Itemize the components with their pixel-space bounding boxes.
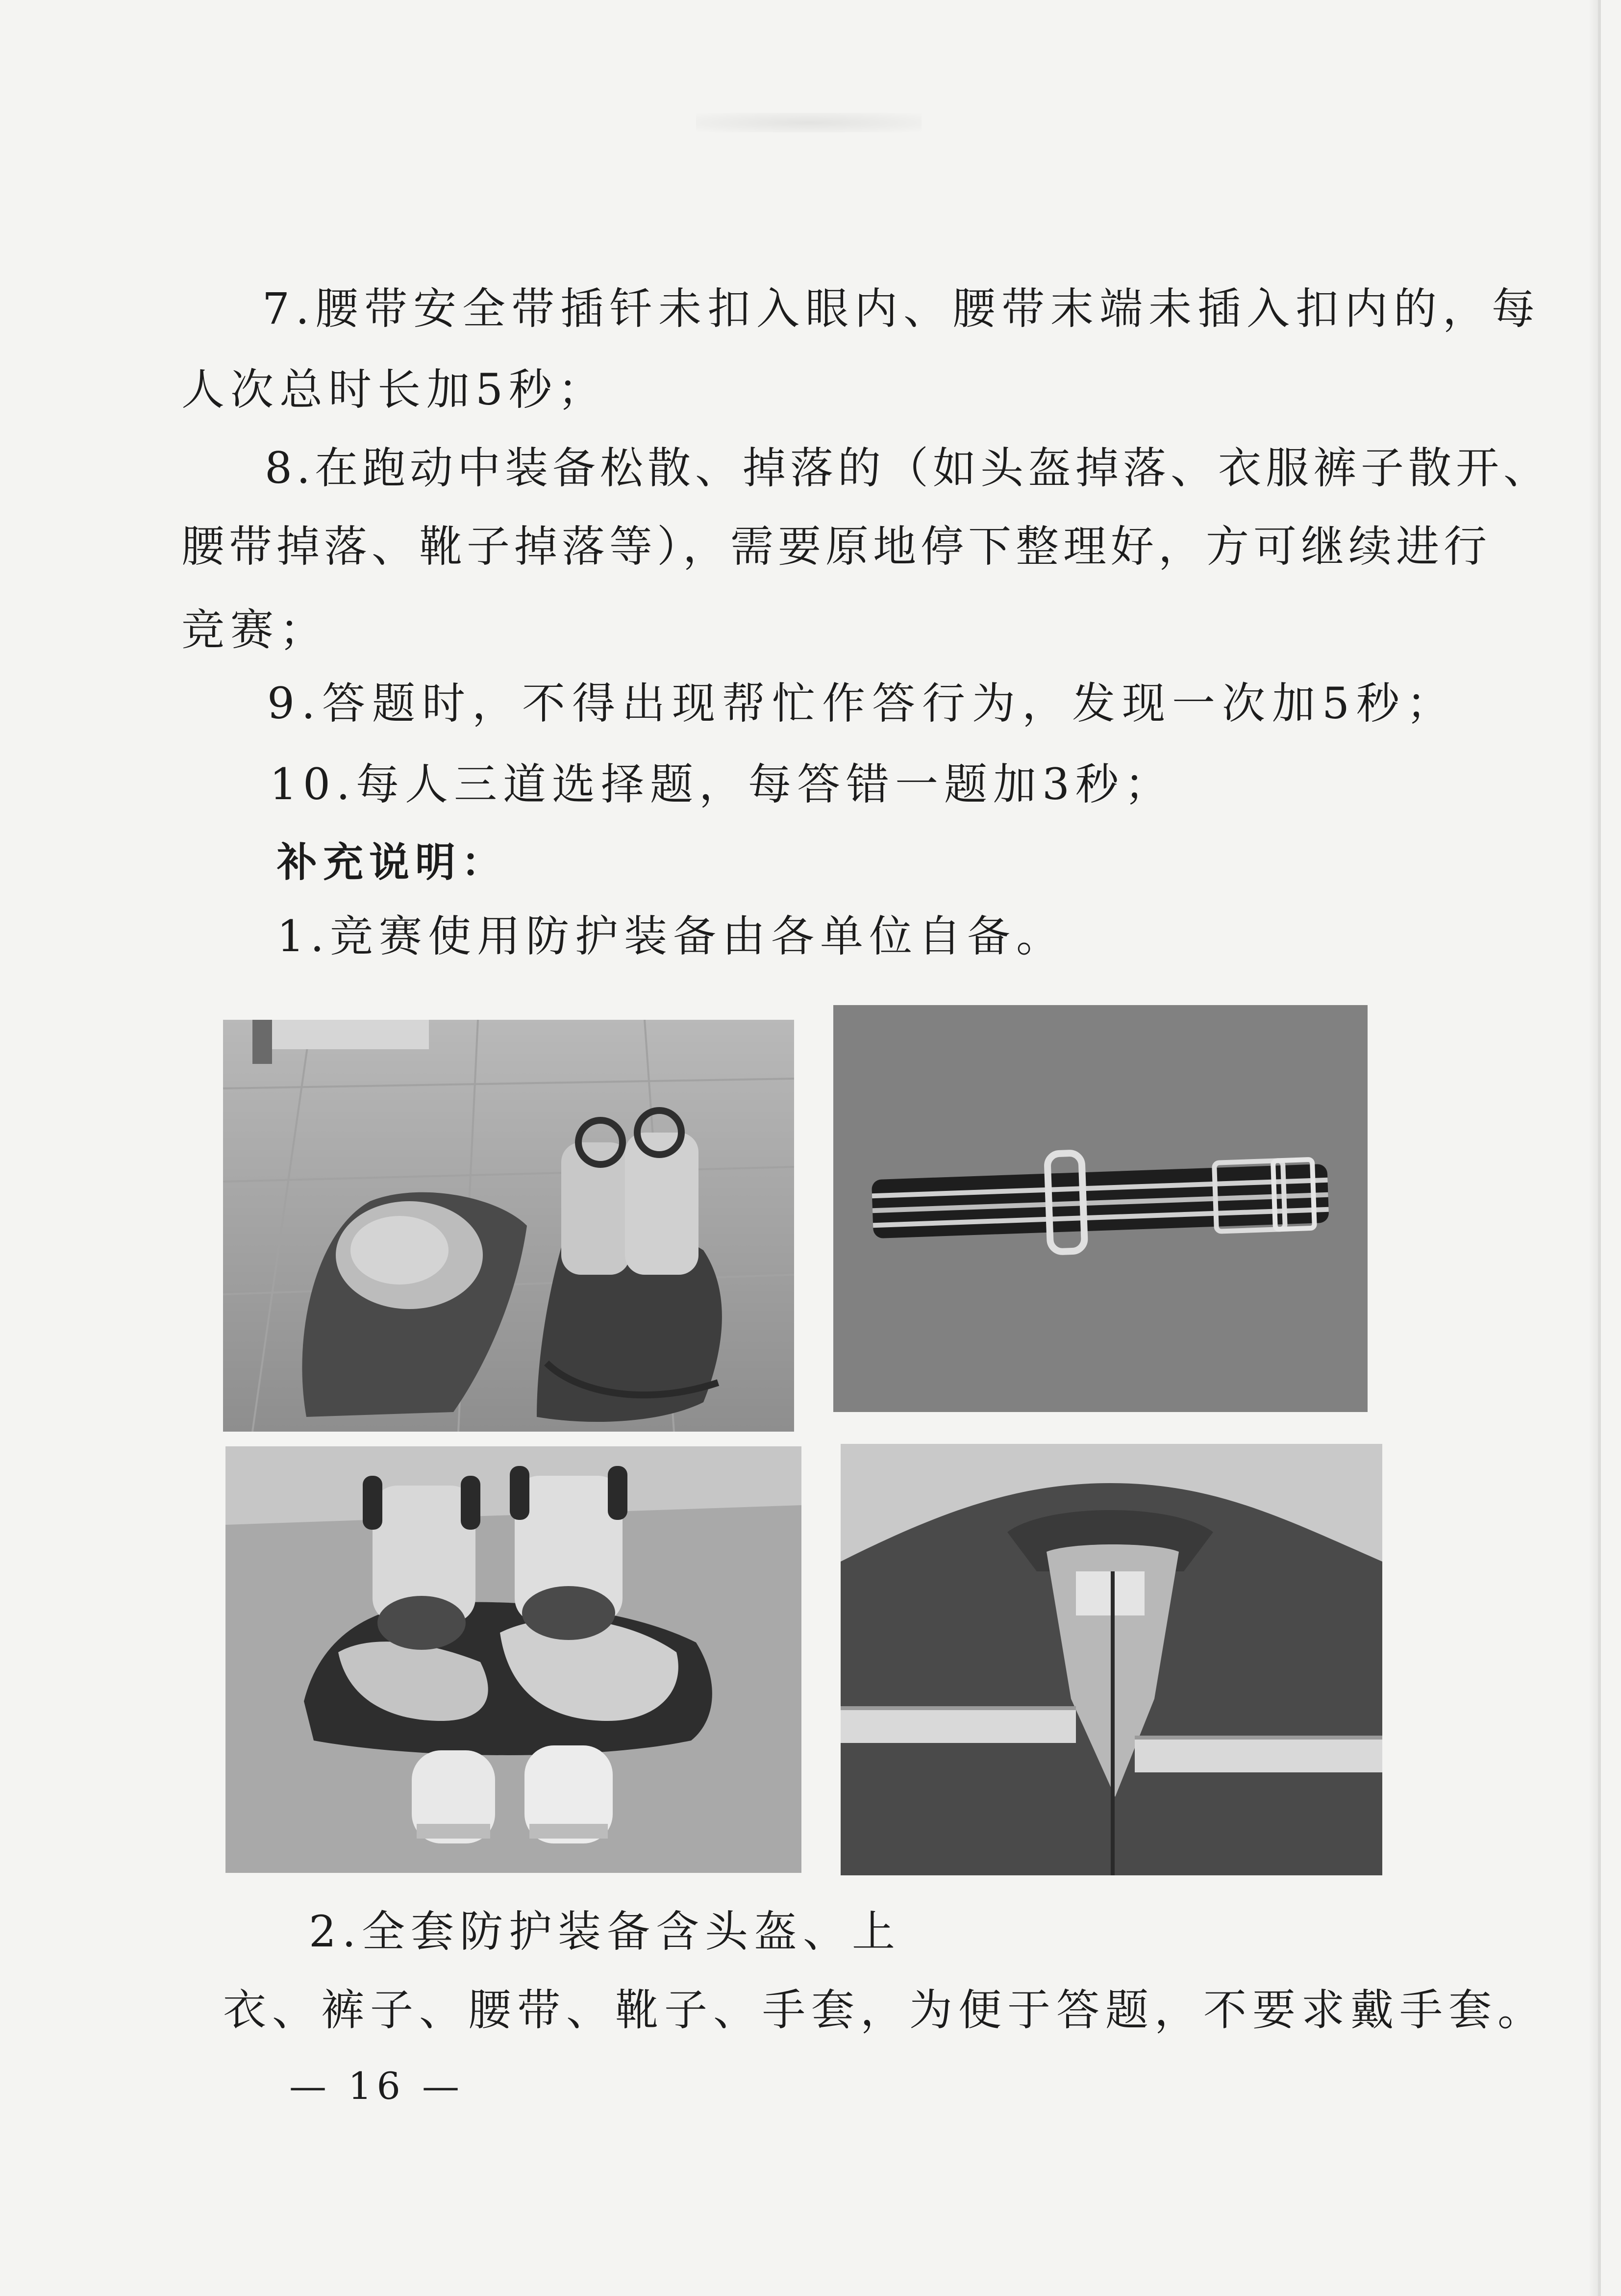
jacket-illustration bbox=[841, 1444, 1382, 1875]
supplement-heading: 补充说明： bbox=[277, 839, 508, 886]
rule-7-line-1: 7.腰带安全带插钎未扣入眼内、腰带末端未插入扣内的，每 bbox=[262, 283, 1541, 334]
photo-jacket bbox=[841, 1444, 1382, 1875]
photo-boots bbox=[225, 1446, 801, 1873]
supplement-2-line-1: 2.全套防护装备含头盔、上 bbox=[309, 1906, 901, 1957]
rule-9: 9.答题时，不得出现帮忙作答行为，发现一次加5秒； bbox=[267, 678, 1456, 729]
photo-gear-on-floor bbox=[223, 1020, 794, 1432]
rule-10: 10.每人三道选择题，每答错一题加3秒； bbox=[270, 759, 1173, 809]
rule-7-line-2: 人次总时长加5秒； bbox=[181, 364, 607, 415]
photo-safety-belt bbox=[833, 1005, 1368, 1412]
page-number: — 16 — bbox=[289, 2064, 465, 2108]
boots-illustration bbox=[225, 1446, 801, 1873]
rule-8-line-2: 腰带掉落、靴子掉落等），需要原地停下整理好，方可继续进行 bbox=[181, 521, 1492, 572]
supplement-2-line-2: 衣、裤子、腰带、靴子、手套，为便于答题，不要求戴手套。 bbox=[223, 1985, 1547, 2035]
gear-on-floor-illustration bbox=[223, 1020, 794, 1432]
safety-belt-illustration bbox=[833, 1005, 1368, 1412]
rule-8-line-3: 竞赛； bbox=[181, 605, 329, 655]
scan-smudge bbox=[696, 113, 922, 132]
page-edge bbox=[1598, 0, 1601, 2296]
page-shadow bbox=[1588, 0, 1598, 2296]
rule-8-line-1: 8.在跑动中装备松散、掉落的（如头盔掉落、衣服裤子散开、 bbox=[265, 443, 1551, 493]
supplement-1: 1.竞赛使用防护装备由各单位自备。 bbox=[277, 911, 1065, 961]
